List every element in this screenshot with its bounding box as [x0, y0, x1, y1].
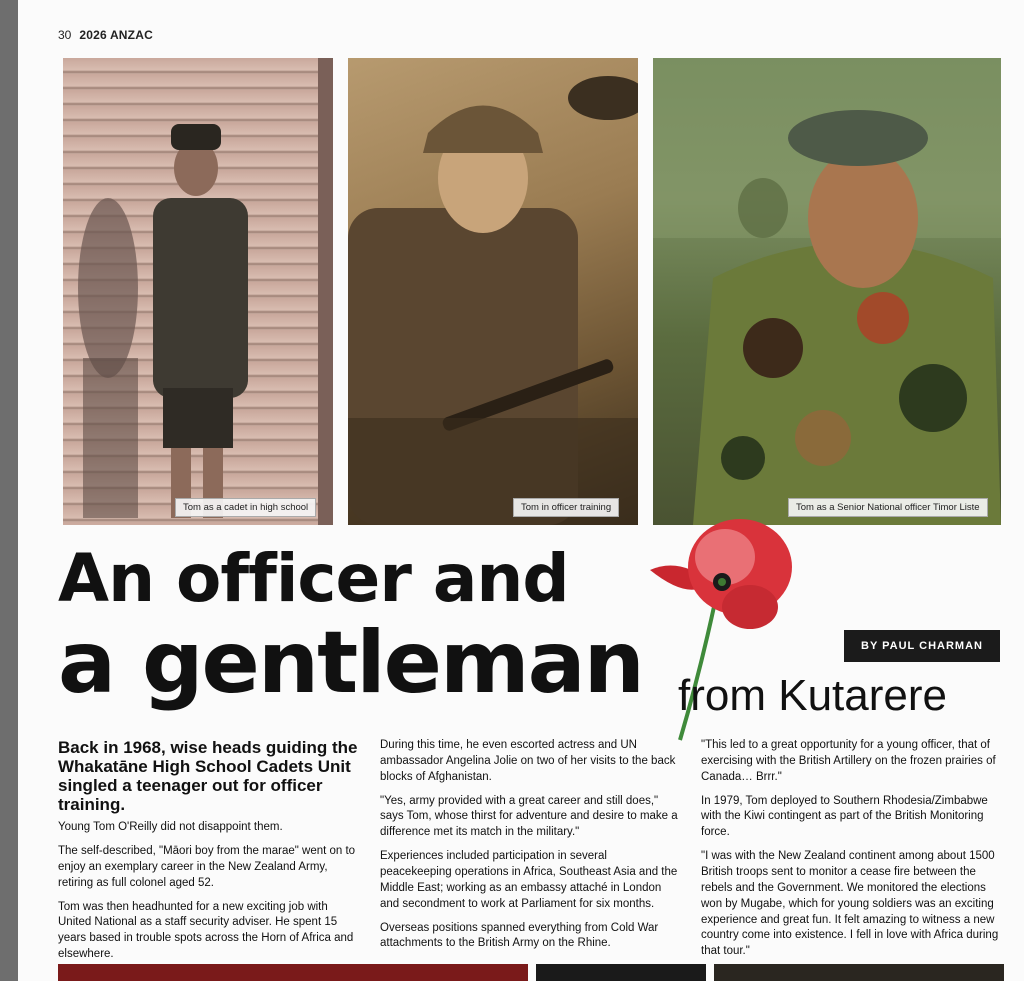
article-column-2: [380, 738, 680, 960]
headline-line-1: An officer and: [58, 540, 569, 617]
newspaper-page: [18, 0, 1024, 981]
article-paragraph: Young Tom O'Reilly did not disappoint them.: [58, 821, 283, 834]
article-lead: Back in 1968, wise heads guiding the Whakatāne High School Cadets Unit singled a teenager out for officer training.: [58, 738, 358, 815]
photo-senior-officer-caption: Tom as a Senior National officer Timor Liste: [788, 498, 988, 517]
preview-image-3: [714, 964, 1004, 981]
byline-badge: BY PAUL CHARMAN: [844, 630, 1000, 662]
article-paragraph: "This led to a great opportunity for a young officer, that of exercising with the British Artillery on the frozen prairies of Canada… Brrr.": [701, 739, 996, 783]
publication-title: 2026 ANZAC: [79, 28, 153, 42]
preview-image-2: [536, 964, 706, 981]
article-column-1: [58, 738, 358, 971]
photo-officer-training-caption: Tom in officer training: [513, 498, 619, 517]
article-paragraph: "I was with the New Zealand continent among about 1500 British troops sent to monitor a cease fire between the rebels and the Government. We monitored the elections won by Mugabe, which for young soldiers was an exciting experience and great fun. It felt amazing to witness a new country come into existence. I fell in love with Africa during that tour.": [701, 850, 999, 958]
photo-officer-training: [348, 58, 638, 525]
article-paragraph: In 1979, Tom deployed to Southern Rhodesia/Zimbabwe with the Kiwi contingent as part of the British Monitoring force.: [701, 794, 988, 839]
photo-cadet-figure: [63, 58, 333, 525]
article-paragraph: Experiences included participation in several peacekeeping operations in Africa, Southeast Asia and the Middle East; working as an embassy attaché in London and secondment to work at Parliament for six months.: [380, 850, 678, 910]
photo-senior-officer-figure: [653, 58, 1001, 525]
next-section-preview: [58, 964, 1004, 981]
photo-cadet: [63, 58, 333, 525]
preview-image-1: [58, 964, 528, 981]
headline-line-2: a gentleman: [58, 613, 643, 713]
article-paragraph: "Yes, army provided with a great career and still does," says Tom, whose thirst for adventure and desire to make a difference met its match in the military.": [380, 794, 678, 839]
photo-senior-officer: [653, 58, 1001, 525]
photo-officer-training-figure: [348, 58, 638, 525]
page-number: 30: [58, 28, 72, 42]
article-column-3: [701, 738, 1001, 968]
article-paragraph: Tom was then headhunted for a new exciting job with United National as a staff security adviser. He spent 15 years based in trouble spots across the Horn of Africa and elsewhere.: [58, 900, 354, 961]
article-paragraph: During this time, he even escorted actress and UN ambassador Angelina Jolie on two of her visits to the back blocks of Afghanistan.: [380, 739, 676, 783]
article-paragraph: The self-described, "Māori boy from the marae" went on to enjoy an exemplary career in the New Zealand Army, retiring as full colonel aged 52.: [58, 844, 356, 889]
page-header: [58, 28, 153, 42]
photo-cadet-caption: Tom as a cadet in high school: [175, 498, 316, 517]
article-paragraph: Overseas positions spanned everything from Cold War attachments to the British Army on the Rhine.: [380, 921, 659, 950]
headline-line-3: from Kutarere: [678, 671, 947, 720]
